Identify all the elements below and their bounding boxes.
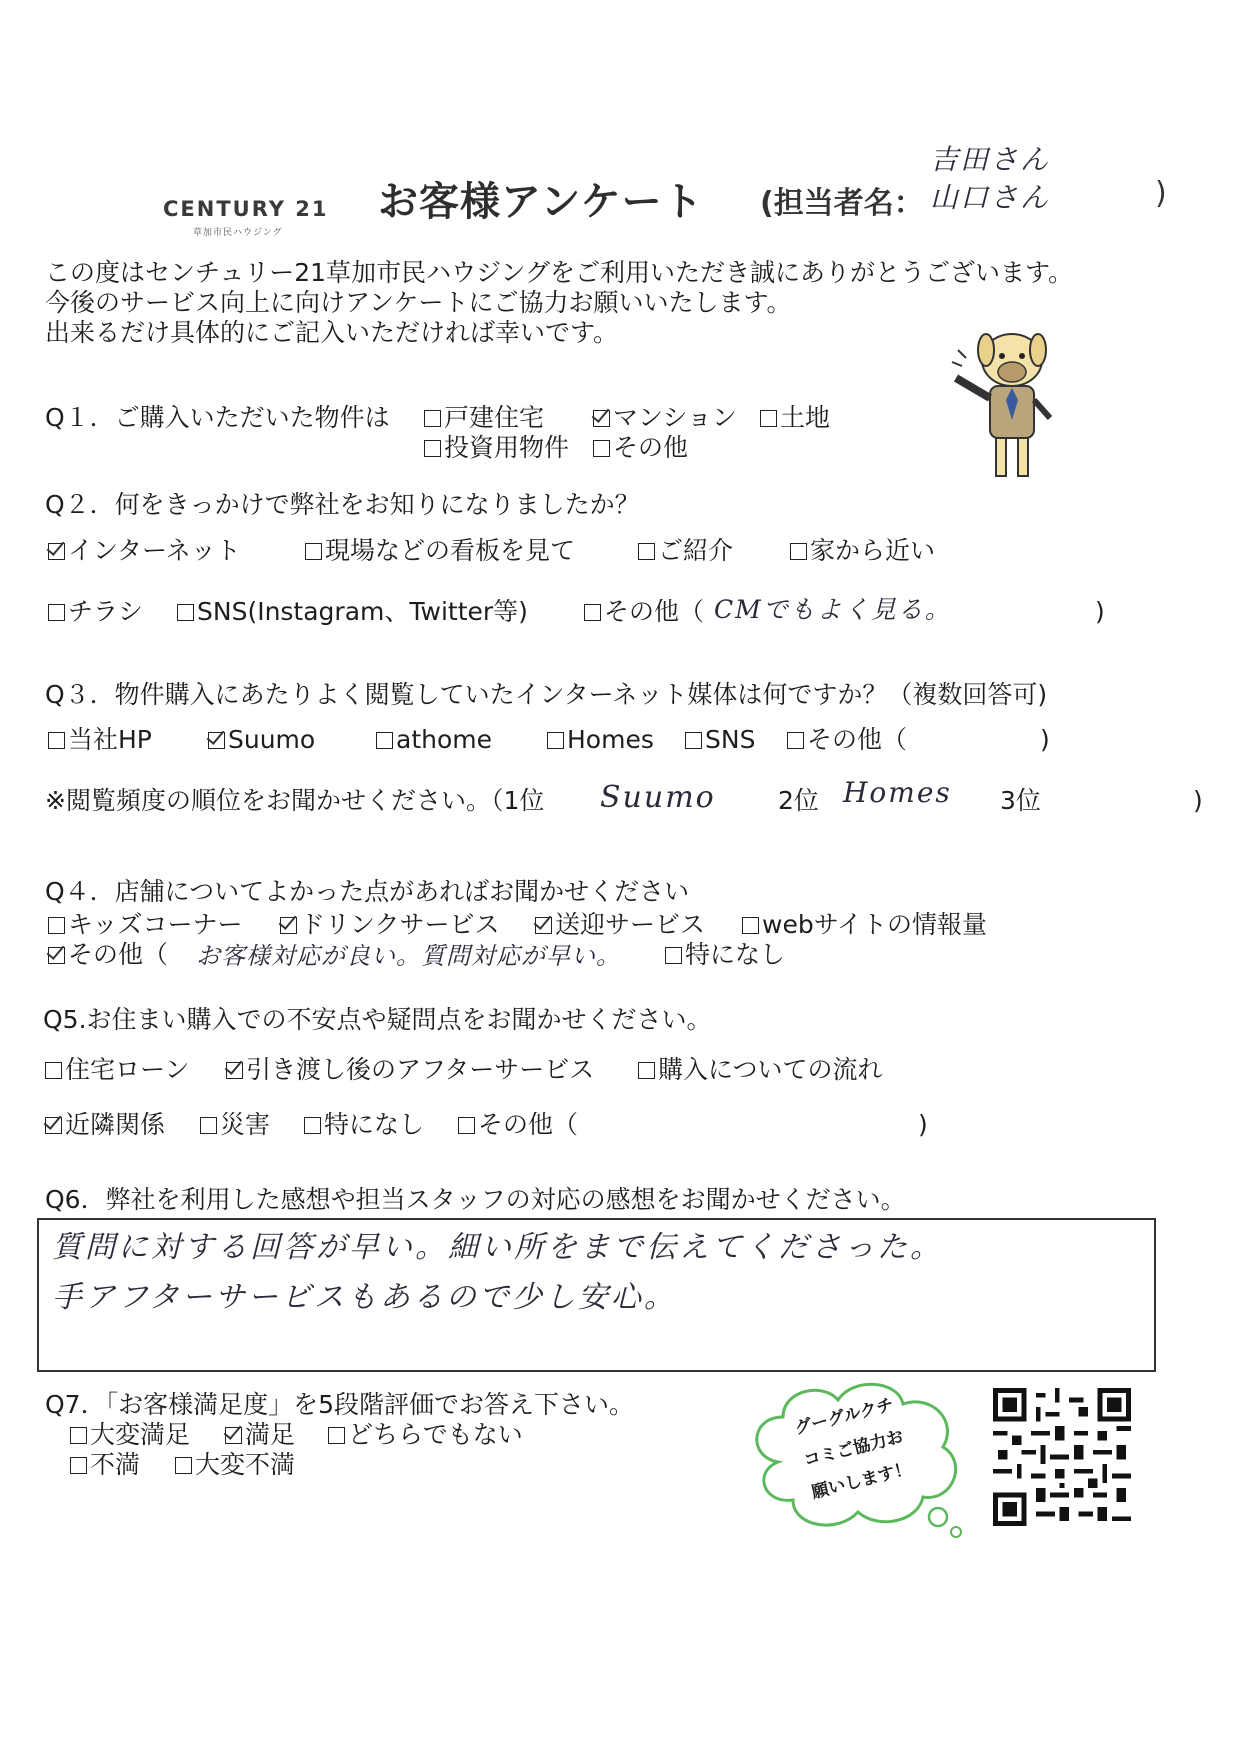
checkbox-checked[interactable] xyxy=(48,543,65,560)
checkbox-checked[interactable] xyxy=(208,732,225,749)
review-bubble-line-3: 願いします！ xyxy=(809,1458,914,1503)
q2-close-paren: ) xyxy=(1095,597,1105,626)
q3-question: Q３．物件購入にあたりよく閲覧していたインターネット媒体は何ですか？（複数回答可) xyxy=(45,680,1048,709)
staff-name-1: 吉田さん xyxy=(930,143,1051,176)
company-logo: CENTURY 21 xyxy=(163,197,329,221)
checkbox[interactable] xyxy=(328,1427,345,1444)
checkbox[interactable] xyxy=(742,917,759,934)
q2-option-near-home[interactable]: 家から近い xyxy=(790,536,935,566)
q4-option-other[interactable]: その他（ xyxy=(48,940,168,970)
review-bubble-line-1: グーグルクチ xyxy=(792,1394,896,1439)
staff-close-paren: ) xyxy=(1155,176,1167,211)
intro-line-3: 出来るだけ具体的にご記入いただければ幸いです。 xyxy=(45,318,619,347)
checkbox[interactable] xyxy=(45,1062,62,1079)
q4-option-drink-service[interactable]: ドリンクサービス xyxy=(280,910,500,940)
checkbox-checked[interactable] xyxy=(225,1427,242,1444)
q5-option-neighbors[interactable]: 近隣関係 xyxy=(45,1110,165,1140)
q3-rank-2-label: 2位 xyxy=(778,786,819,815)
checkbox[interactable] xyxy=(790,543,807,560)
q3-rank-3-label: 3位 xyxy=(1000,786,1041,815)
q4-question: Q４．店舗についてよかった点があればお聞かせください xyxy=(45,877,690,906)
checkbox[interactable] xyxy=(458,1117,475,1134)
checkbox-checked[interactable] xyxy=(48,947,65,964)
checkbox[interactable] xyxy=(304,1117,321,1134)
checkbox-checked[interactable] xyxy=(45,1117,62,1134)
q5-option-purchase-flow[interactable]: 購入についての流れ xyxy=(638,1055,883,1085)
q1-question: Q１．ご購入いただいた物件は xyxy=(45,403,390,432)
review-bubble-line-2: コミご協力お xyxy=(801,1426,906,1471)
checkbox[interactable] xyxy=(787,732,804,749)
q2-option-sns[interactable]: SNS(Instagram、Twitter等) xyxy=(177,597,528,627)
checkbox[interactable] xyxy=(424,440,441,457)
q5-option-nothing[interactable]: 特になし xyxy=(304,1110,424,1140)
q5-option-disaster[interactable]: 災害 xyxy=(200,1110,270,1140)
staff-name-2: 山口さん xyxy=(930,181,1051,214)
q5-option-housing-loan[interactable]: 住宅ローン xyxy=(45,1055,190,1085)
q4-option-shuttle-service[interactable]: 送迎サービス xyxy=(535,910,705,940)
q5-close-paren: ) xyxy=(918,1110,928,1139)
q4-option-website-info[interactable]: webサイトの情報量 xyxy=(742,910,987,940)
q1-option-other[interactable]: その他 xyxy=(593,433,688,463)
qr-code-icon[interactable] xyxy=(992,1388,1132,1526)
checkbox[interactable] xyxy=(685,732,702,749)
q1-option-condo[interactable]: マンション xyxy=(593,403,737,433)
checkbox[interactable] xyxy=(177,604,194,621)
q6-answer-line-2: 手アフターサービスもあるので少し安心。 xyxy=(52,1280,677,1315)
checkbox-checked[interactable] xyxy=(280,917,297,934)
checkbox[interactable] xyxy=(638,543,655,560)
q5-option-other[interactable]: その他（ xyxy=(458,1110,578,1140)
q7-question: Q7．「お客様満足度」を5段階評価でお答え下さい。 xyxy=(45,1390,634,1419)
q4-option-nothing[interactable]: 特になし xyxy=(665,940,785,970)
q3-option-suumo[interactable]: Suumo xyxy=(208,725,315,755)
company-logo-subtitle: 草加市民ハウジング xyxy=(193,228,283,238)
checkbox[interactable] xyxy=(593,440,610,457)
q1-option-land[interactable]: 土地 xyxy=(760,403,830,433)
q2-other-answer: CMでもよく見る。 xyxy=(714,595,952,624)
checkbox-checked[interactable] xyxy=(535,917,552,934)
q4-other-answer: お客様対応が良い。質問対応が早い。 xyxy=(196,942,621,970)
checkbox-checked[interactable] xyxy=(226,1062,243,1079)
q3-option-homes[interactable]: Homes xyxy=(547,725,654,755)
q2-question: Q２．何をきっかけで弊社をお知りになりましたか？ xyxy=(45,490,640,519)
q2-option-internet[interactable]: インターネット xyxy=(48,536,241,566)
checkbox[interactable] xyxy=(200,1117,217,1134)
q3-option-other[interactable]: その他（ xyxy=(787,725,907,755)
checkbox[interactable] xyxy=(70,1457,87,1474)
q5-option-after-service[interactable]: 引き渡し後のアフターサービス xyxy=(226,1055,594,1085)
q7-option-very-dissatisfied[interactable]: 大変不満 xyxy=(175,1450,295,1480)
checkbox[interactable] xyxy=(638,1062,655,1079)
checkbox[interactable] xyxy=(175,1457,192,1474)
q7-option-very-satisfied[interactable]: 大変満足 xyxy=(70,1420,190,1450)
q7-option-dissatisfied[interactable]: 不満 xyxy=(70,1450,140,1480)
q6-answer-line-1: 質問に対する回答が早い。細い所をまで伝えてくださった。 xyxy=(52,1230,943,1265)
q7-option-neutral[interactable]: どちらでもない xyxy=(328,1420,523,1450)
intro-line-1: この度はセンチュリー21草加市民ハウジングをご利用いただき誠にありがとうございます。 xyxy=(45,258,1073,287)
q7-option-satisfied[interactable]: 満足 xyxy=(225,1420,295,1450)
checkbox[interactable] xyxy=(760,410,777,427)
intro-line-2: 今後のサービス向上に向けアンケートにご協力お願いいたします。 xyxy=(45,288,792,317)
checkbox[interactable] xyxy=(665,947,682,964)
checkbox[interactable] xyxy=(584,604,601,621)
q4-option-kids-corner[interactable]: キッズコーナー xyxy=(48,910,243,940)
q3-rank-1-answer: Suumo xyxy=(600,780,716,815)
checkbox[interactable] xyxy=(70,1427,87,1444)
q3-option-company-hp[interactable]: 当社HP xyxy=(48,725,152,755)
checkbox[interactable] xyxy=(305,543,322,560)
checkbox[interactable] xyxy=(48,917,65,934)
checkbox[interactable] xyxy=(48,732,65,749)
q2-option-signboard[interactable]: 現場などの看板を見て xyxy=(305,536,575,566)
q3-rank-2-answer: Homes xyxy=(843,776,952,809)
checkbox-checked[interactable] xyxy=(593,410,610,427)
checkbox[interactable] xyxy=(547,732,564,749)
staff-name-label: (担当者名： xyxy=(760,186,924,221)
checkbox[interactable] xyxy=(424,410,441,427)
q2-option-referral[interactable]: ご紹介 xyxy=(638,536,733,566)
q2-option-other[interactable]: その他（ xyxy=(584,597,704,627)
checkbox[interactable] xyxy=(376,732,393,749)
q3-option-athome[interactable]: athome xyxy=(376,725,492,755)
q3-option-sns[interactable]: SNS xyxy=(685,725,755,755)
q2-option-flyer[interactable]: チラシ xyxy=(48,597,143,627)
q1-option-detached-house[interactable]: 戸建住宅 xyxy=(424,403,544,433)
q3-rank-prompt: ※閲覧頻度の順位をお聞かせください。（1位 xyxy=(45,786,545,815)
q1-option-investment[interactable]: 投資用物件 xyxy=(424,433,569,463)
page-title: お客様アンケート xyxy=(378,179,704,225)
q3-rank-close-paren: ) xyxy=(1193,786,1203,815)
q5-question: Q5.お住まい購入での不安点や疑問点をお聞かせください。 xyxy=(43,1005,712,1034)
q6-question: Q6．弊社を利用した感想や担当スタッフの対応の感想をお聞かせください。 xyxy=(45,1185,906,1214)
q3-close-paren: ) xyxy=(1040,725,1050,754)
checkbox[interactable] xyxy=(48,604,65,621)
dog-mascot-icon xyxy=(950,320,1070,485)
